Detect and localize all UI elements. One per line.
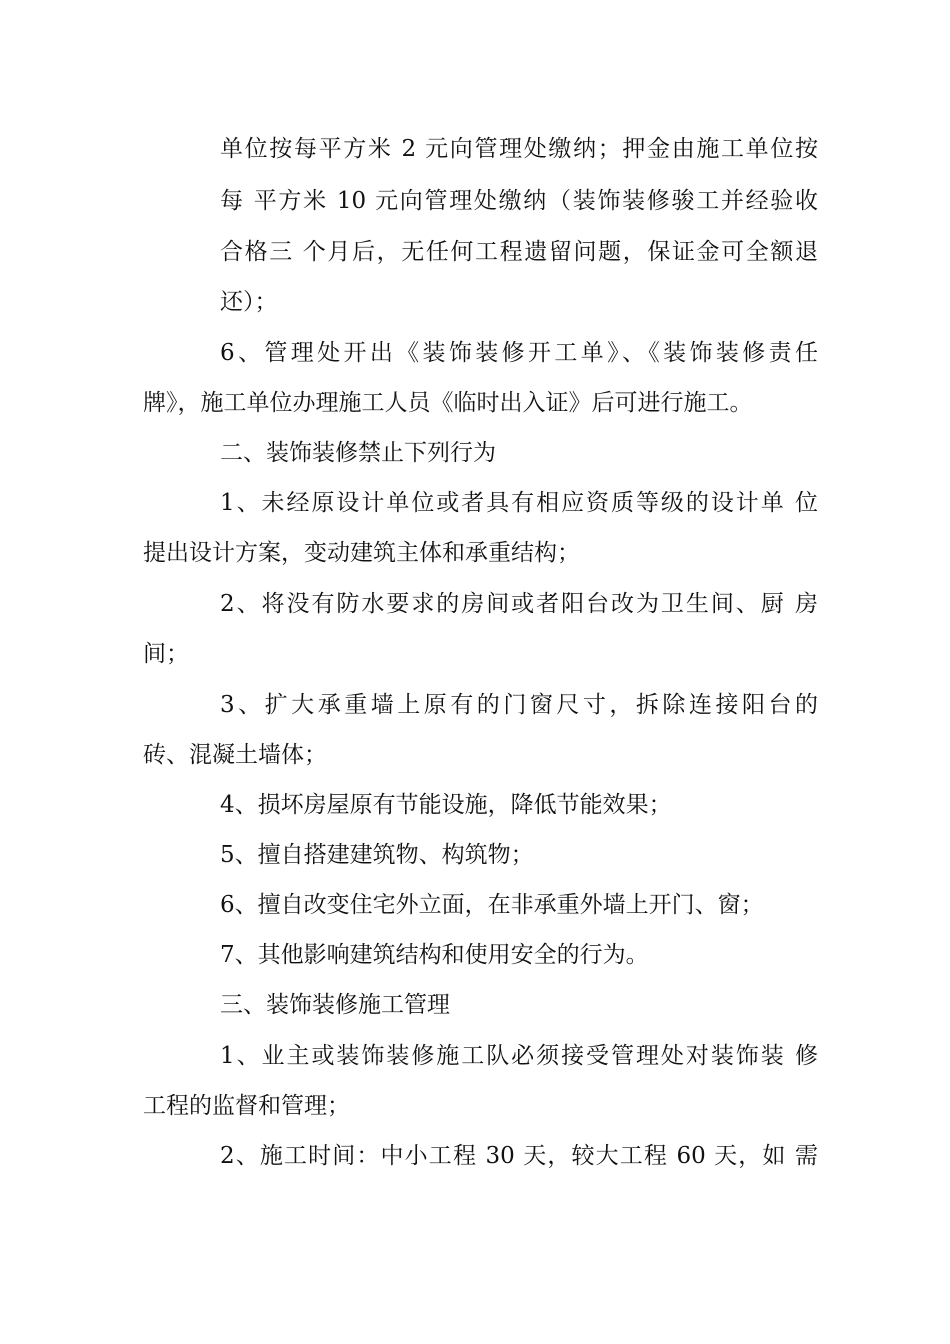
text-line: 3、扩大承重墙上原有的门窗尺寸，拆除连接阳台的 xyxy=(220,692,818,718)
text-line: 牌》，施工单位办理施工人员《临时出入证》后可进行施工。 xyxy=(143,390,753,416)
text-line: 合格三 个月后，无任何工程遗留问题，保证金可全额退 xyxy=(220,239,818,265)
text-line: 砖、混凝土墙体； xyxy=(143,742,327,768)
text-line: 4、损坏房屋原有节能设施，降低节能效果； xyxy=(220,792,672,818)
text-line: 工程的监督和管理； xyxy=(143,1093,350,1119)
text-line: 提出设计方案，变动建筑主体和承重结构； xyxy=(143,540,580,566)
section-heading: 三、装饰装修施工管理 xyxy=(220,992,450,1018)
section-heading: 二、装饰装修禁止下列行为 xyxy=(220,440,496,466)
text-line: 每 平方米 10 元向管理处缴纳（装饰装修骏工并经验收 xyxy=(220,188,818,214)
text-line: 7、其他影响建筑结构和使用安全的行为。 xyxy=(220,942,649,968)
text-line: 1、业主或装饰装修施工队必须接受管理处对装饰装 修 xyxy=(220,1043,818,1069)
text-line: 间； xyxy=(143,641,189,667)
text-line: 6、擅自改变住宅外立面，在非承重外墙上开门、窗； xyxy=(220,892,764,918)
text-line: 5、擅自搭建建筑物、构筑物； xyxy=(220,842,534,868)
text-line: 2、施工时间：中小工程 30 天，较大工程 60 天，如 需 xyxy=(220,1143,818,1169)
text-line: 2、将没有防水要求的房间或者阳台改为卫生间、厨 房 xyxy=(220,591,818,617)
text-line: 还）； xyxy=(220,289,278,315)
text-line: 单位按每平方米 2 元向管理处缴纳；押金由施工单位按 xyxy=(220,136,818,162)
text-line: 6、管理处开出《装饰装修开工单》、《装饰装修责任 xyxy=(220,340,818,366)
text-line: 1、未经原设计单位或者具有相应资质等级的设计单 位 xyxy=(220,490,818,516)
